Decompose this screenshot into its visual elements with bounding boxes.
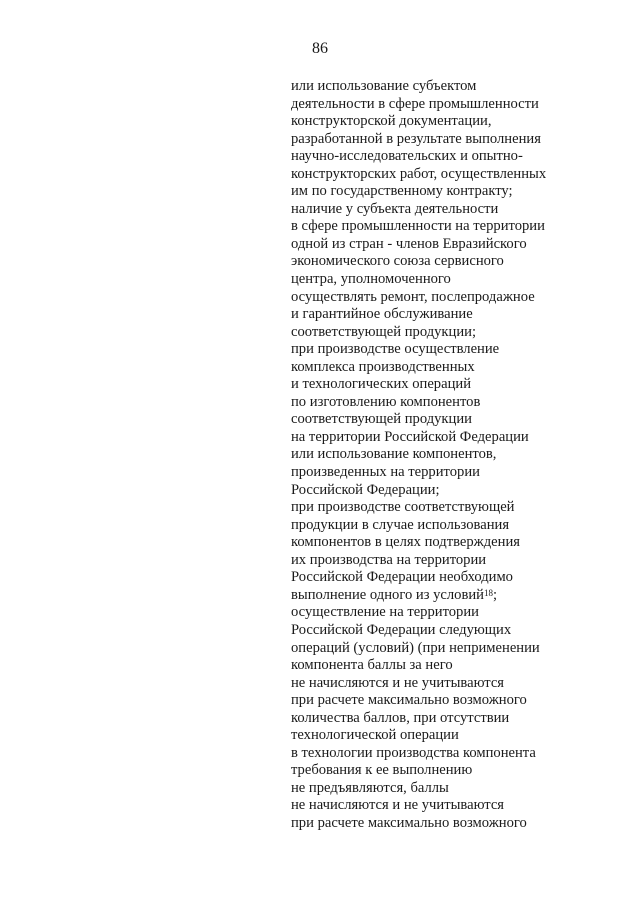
text-line: при производстве осуществление (291, 341, 500, 358)
text-line: по изготовлению компонентов (291, 393, 481, 410)
text-line: научно-исследовательских и опытно- (291, 148, 523, 165)
text-line: Российской Федерации; (291, 481, 440, 498)
text-line: количества баллов, при отсутствии (291, 709, 510, 726)
text-line: и гарантийное обслуживание (291, 306, 473, 323)
text-line: конструкторских работ, осуществленных (291, 165, 547, 182)
text-line: в сфере промышленности на территории (291, 218, 545, 235)
text-line: осуществлять ремонт, послепродажное (291, 288, 535, 305)
text-line: компонентов в целях подтверждения (291, 534, 520, 551)
text-line: и технологических операций (291, 376, 471, 393)
text-line: их производства на территории (291, 551, 487, 568)
text-line: Российской Федерации следующих (291, 621, 512, 638)
text-line: соответствующей продукции; (291, 323, 476, 340)
text-line: или использование компонентов, (291, 446, 497, 463)
text-line: деятельности в сфере промышленности (291, 95, 539, 112)
text-line: при расчете максимально возможного (291, 814, 527, 831)
text-line: продукции в случае использования (291, 516, 510, 533)
text-line: комплекса производственных (291, 358, 475, 375)
text-line: на территории Российской Федерации (291, 428, 529, 445)
text-line: при производстве соответствующей (291, 499, 515, 516)
text-line: осуществление на территории (291, 604, 479, 621)
text-line: не предъявляются, баллы (291, 779, 449, 796)
text-line: технологической операции (291, 727, 459, 744)
text-line: наличие у субъекта деятельности (291, 200, 499, 217)
text-line: произведенных на территории (291, 464, 480, 481)
footnote-suffix: ; (493, 586, 498, 603)
text-line: при расчете максимально возможного (291, 692, 527, 709)
text-line: или использование субъектом (291, 78, 477, 94)
text-line: экономического союза сервисного (291, 253, 504, 270)
text-line: не начисляются и не учитываются (291, 797, 505, 814)
text-line: центра, уполномоченного (291, 271, 451, 288)
page-number: 86 (312, 40, 328, 57)
text-line: в технологии производства компонента (291, 744, 536, 761)
text-line-with-footnote (291, 587, 631, 605)
text-line-content: выполнение одного из условий (291, 586, 484, 603)
body-text (291, 78, 631, 833)
footnote-reference[interactable]: 18 (484, 587, 493, 598)
text-line: операций (условий) (при неприменении (291, 639, 540, 656)
text-line: компонента баллы за него (291, 657, 453, 674)
text-line: требования к ее выполнению (291, 762, 473, 779)
text-line: Российской Федерации необходимо (291, 569, 513, 586)
text-line: конструкторской документации, (291, 113, 492, 130)
text-line: разработанной в результате выполнения (291, 130, 541, 147)
text-line: соответствующей продукции (291, 411, 472, 428)
text-line: одной из стран - членов Евразийского (291, 235, 527, 252)
text-line: им по государственному контракту; (291, 183, 513, 200)
text-line: не начисляются и не учитываются (291, 674, 505, 691)
